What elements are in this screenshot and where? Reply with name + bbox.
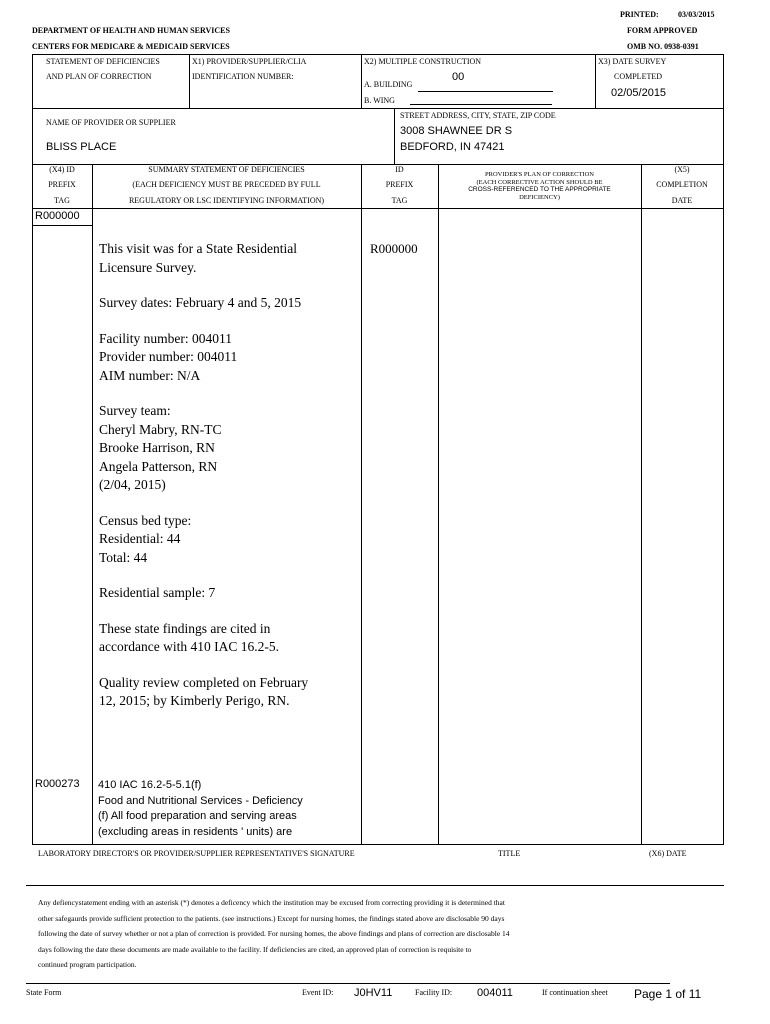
event-id-value: J0HV11 <box>354 987 393 999</box>
printed-date: 03/03/2015 <box>678 10 715 19</box>
x5-label-3: DATE <box>671 196 693 205</box>
x4-label-3: TAG <box>54 196 70 205</box>
rule-col-id <box>438 164 439 844</box>
rule-footer <box>26 983 670 984</box>
rule-col-summary <box>361 164 362 844</box>
text-line: Census bed type: <box>99 512 192 528</box>
director-signature-label: LABORATORY DIRECTOR'S OR PROVIDER/SUPPLIER REPRESENTATIVE'S SIGNATURE <box>38 849 355 858</box>
wing-underline <box>410 104 552 105</box>
tag-r000000-right: R000000 <box>370 241 418 256</box>
rule-address-left <box>394 108 395 164</box>
rule-signature-bottom <box>26 885 724 886</box>
address-label: STREET ADDRESS, CITY, STATE, ZIP CODE <box>400 111 556 120</box>
plan-label-4: DEFICIENCY) <box>519 193 560 201</box>
centers-title: CENTERS FOR MEDICARE & MEDICAID SERVICES <box>32 42 230 51</box>
rule-x1-left <box>189 54 190 108</box>
text-line: Any defiencystatement ending with an asterisk (*) denotes a deficency which the institution may be excused from correcting providing it is determined that <box>38 898 505 907</box>
rule-left-top <box>32 54 33 164</box>
id-label-2: PREFIX <box>385 180 414 189</box>
plan-label-3: CROSS-REFERENCED TO THE APPROPRIATE <box>468 186 611 193</box>
rule-top-box <box>32 54 724 55</box>
paragraph-sample <box>99 584 359 603</box>
text-line: Cheryl Mabry, RN-TC <box>99 421 222 437</box>
text-line: (f) All food preparation and serving areas <box>98 810 297 822</box>
footnote-text <box>38 895 718 973</box>
rule-top-box-bottom <box>32 108 724 109</box>
text-line: Provider number: 004011 <box>99 349 238 364</box>
x3-label-2: COMPLETED <box>614 72 662 81</box>
text-line: (excluding areas in residents ' units) are <box>98 825 293 838</box>
date-completed-value: 02/05/2015 <box>611 87 667 99</box>
text-line: Angela Patterson, RN <box>99 458 218 474</box>
rule-column-header-bottom <box>32 208 724 209</box>
statement-label-1: STATEMENT OF DEFICIENCIES <box>46 57 160 66</box>
title-label: TITLE <box>498 849 521 858</box>
text-line: Quality review completed on February <box>99 674 309 690</box>
statement-label-2: AND PLAN OF CORRECTION <box>46 72 152 81</box>
text-line: Total: 44 <box>99 549 148 565</box>
rule-x2-left <box>361 54 362 108</box>
address-street: 3008 SHAWNEE DR S <box>400 125 513 137</box>
provider-name-label: NAME OF PROVIDER OR SUPPLIER <box>46 118 176 127</box>
tag-r000000-left: R000000 <box>35 210 80 222</box>
text-line: Residential sample: 7 <box>99 585 216 600</box>
printed-label: PRINTED: <box>620 10 659 19</box>
building-underline <box>418 91 553 92</box>
continuation-label: If continuation sheet <box>542 988 608 997</box>
text-line: continued program participation. <box>38 960 137 969</box>
x5-label-2: COMPLETION <box>656 180 708 189</box>
id-label-3: TAG <box>391 196 408 205</box>
rule-col-left <box>32 164 33 844</box>
plan-label-2: (EACH CORRECTIVE ACTION SHOULD BE <box>476 178 603 186</box>
text-line: 410 IAC 16.2-5-5.1(f) <box>98 779 202 791</box>
text-line: Survey dates: February 4 and 5, 2015 <box>99 295 302 310</box>
text-line: 12, 2015; by Kimberly Perigo, RN. <box>99 693 290 708</box>
text-line: Brooke Harrison, RN <box>99 440 215 455</box>
paragraph-survey-dates <box>99 294 359 313</box>
plan-label-1: PROVIDER'S PLAN OF CORRECTION <box>485 171 594 178</box>
rule-col-right <box>723 164 724 844</box>
rule-col-plan <box>641 164 642 844</box>
text-line: Facility number: 004011 <box>99 330 232 346</box>
paragraph-census <box>99 512 359 568</box>
provider-name: BLISS PLACE <box>46 141 117 153</box>
text-line: This visit was for a State Residential <box>99 241 297 256</box>
address-city: BEDFORD, IN 47421 <box>400 141 505 153</box>
event-id-label: Event ID: <box>302 988 334 997</box>
x3-label-1: X3) DATE SURVEY <box>598 57 667 66</box>
building-label: A. BUILDING <box>364 80 413 89</box>
text-line: accordance with 410 IAC 16.2-5. <box>99 639 279 654</box>
department-title: DEPARTMENT OF HEALTH AND HUMAN SERVICES <box>32 26 230 35</box>
summary-label-3: REGULATORY OR LSC IDENTIFYING INFORMATION) <box>128 196 325 205</box>
state-form-label: State Form <box>26 988 62 997</box>
rule-tag-underline <box>32 225 92 226</box>
x4-label-1: (X4) ID <box>49 165 75 174</box>
tag-r000273: R000273 <box>35 778 80 790</box>
text-line: Food and Nutritional Services - Deficiency <box>98 794 303 807</box>
text-line: following the date of survey whether or not a plan of correction is provided. For nursing homes, the above findings and plans of correction are disclosable 14 <box>38 929 510 938</box>
id-label-1: ID <box>395 165 404 174</box>
deficiency-r000273-text <box>98 778 303 840</box>
form-approved: FORM APPROVED <box>627 26 698 35</box>
facility-id-label: Facility ID: <box>415 988 453 997</box>
paragraph-survey-team <box>99 402 359 495</box>
x2-label: X2) MULTIPLE CONSTRUCTION <box>364 57 482 66</box>
text-line: Residential: 44 <box>99 531 181 546</box>
page-number: Page 1 of 11 <box>634 987 702 1001</box>
rule-signature-top <box>32 844 724 845</box>
x4-label-2: PREFIX <box>48 180 76 189</box>
text-line: other safegaurds provide sufficient protection to the patients. (see instructions.) Except for nursing homes, the findings stated above are disclosable 90 days <box>38 913 505 923</box>
summary-label-1: SUMMARY STATEMENT OF DEFICIENCIES <box>148 165 305 174</box>
facility-id-value: 004011 <box>477 987 513 999</box>
text-line: days following the date these documents are made available to the facility. If deficiencies are cited, an approved plan of correction is requisite to <box>38 944 472 954</box>
building-value: 00 <box>452 71 465 83</box>
wing-label: B. WING <box>364 96 395 105</box>
text-line: These state findings are cited in <box>99 620 271 636</box>
omb-number: OMB NO. 0938-0391 <box>627 42 699 51</box>
text-line: AIM number: N/A <box>99 367 201 383</box>
rule-right-top <box>723 54 724 164</box>
x6-date-label: (X6) DATE <box>649 849 687 858</box>
x5-label-1: (X5) <box>674 165 690 174</box>
rule-col-prefix <box>92 164 93 844</box>
text-line: (2/04, 2015) <box>99 477 166 492</box>
survey-summary-text <box>99 240 359 711</box>
rule-x3-left <box>595 54 596 108</box>
summary-label-2: (EACH DEFICIENCY MUST BE PRECEDED BY FULL <box>132 180 321 189</box>
paragraph-findings <box>99 620 359 657</box>
x1-label-1: X1) PROVIDER/SUPPLIER/CLIA <box>192 57 307 66</box>
x1-label-2: IDENTIFICATION NUMBER: <box>192 72 294 81</box>
text-line: Survey team: <box>99 403 171 418</box>
paragraph-visit <box>99 240 359 277</box>
paragraph-quality-review <box>99 674 359 711</box>
paragraph-numbers <box>99 330 359 386</box>
text-line: Licensure Survey. <box>99 259 197 275</box>
